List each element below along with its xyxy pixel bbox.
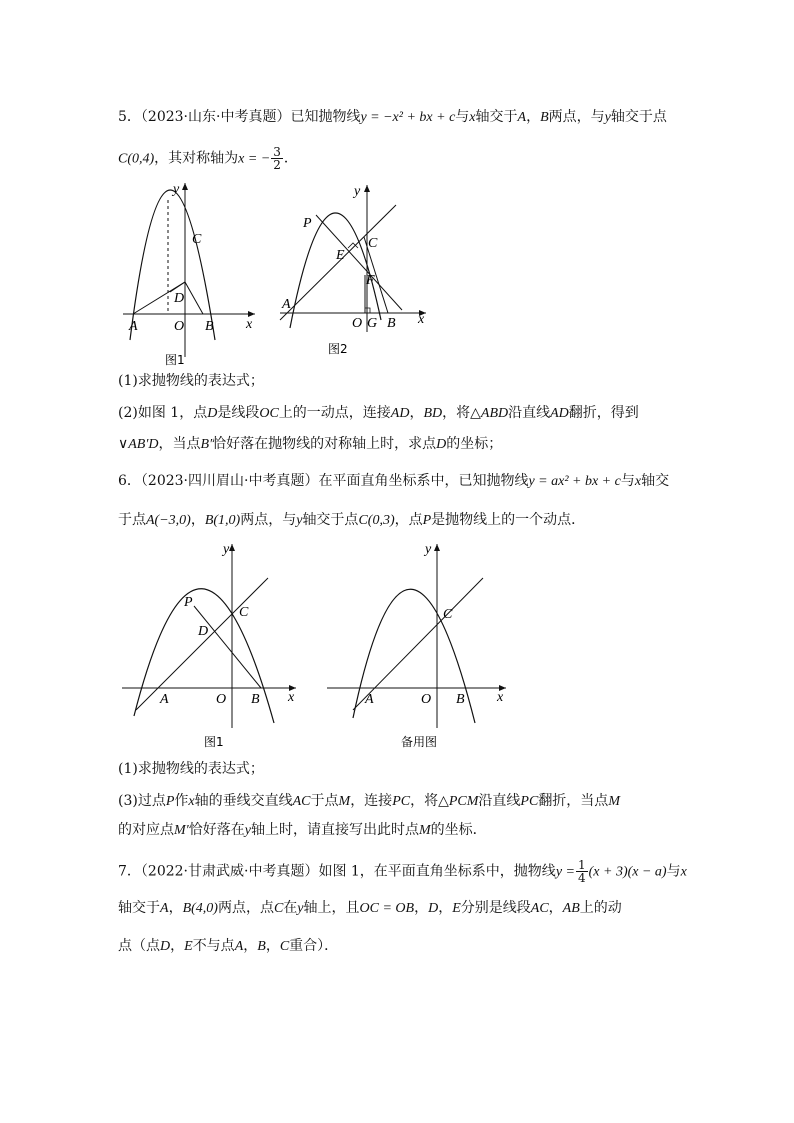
label-y: y xyxy=(223,542,230,557)
label-c: C xyxy=(239,605,249,620)
y-axis-arrow xyxy=(229,544,235,551)
q5-formula: y = −x² + bx + c xyxy=(360,110,456,125)
q7-line-3: 点（点D，E不与点A，B，C重合）． xyxy=(118,938,339,954)
parabola xyxy=(130,190,215,340)
label-b: B xyxy=(456,692,465,707)
caption-alt: 备用图 xyxy=(401,735,438,749)
label-d: D xyxy=(198,624,209,639)
q6-part-3-line-1: (3)过点P作x轴的垂线交直线AC于点M，连接PC，将△PCM沿直线PC翻折，当点M xyxy=(118,793,620,809)
label-c: C xyxy=(192,232,202,247)
y-axis-arrow xyxy=(434,544,440,551)
label-b: B xyxy=(251,692,260,707)
label-d: D xyxy=(174,291,185,306)
label-x: x xyxy=(418,312,425,327)
q5-point-c: C(0,4) xyxy=(118,151,155,167)
label-p: P xyxy=(303,216,312,231)
caption-fig1: 图1 xyxy=(165,353,185,367)
q7-line-1: 7．（2022·甘肃武威·中考真题）如图 1，在平面直角坐标系中，抛物线y = $\frac{1}{4}$ (x + 3)(x − a)与x xyxy=(118,858,687,885)
label-x: x xyxy=(246,317,253,332)
q7-source: （2022·甘肃武威·中考真题） xyxy=(140,863,319,880)
label-b: B xyxy=(387,316,396,331)
q5-part-2-line-1: (2)如图 1，点D是线段OC上的一动点，连接AD，BD，将△ABD沿直线AD翻折，得到 xyxy=(118,405,639,421)
q5-figure-2 xyxy=(278,180,433,360)
y-axis-arrow xyxy=(364,185,370,192)
label-a: A xyxy=(365,692,374,707)
q5-figure-1 xyxy=(115,175,265,370)
y-axis-arrow xyxy=(182,183,188,190)
label-g: G xyxy=(367,316,378,331)
q5-source: （2023·山东·中考真题） xyxy=(140,109,291,125)
q5-part-2-line-2: ∨AB′D，当点B′恰好落在抛物线的对称轴上时，求点D的坐标； xyxy=(118,436,503,452)
q5-line-2: C(0,4)，其对称轴为x = − $\frac{3}{2}$ ． xyxy=(118,145,298,172)
label-a: A xyxy=(129,319,138,334)
q6-part-3-line-2: 的对应点M′恰好落在y轴上时，请直接写出此时点M的坐标． xyxy=(118,822,487,838)
line-pe xyxy=(316,215,402,310)
q6-formula: y = ax² + bx + c xyxy=(528,474,621,489)
q5-line-1: 5．（2023·山东·中考真题）已知抛物线y = −x² + bx + c与x轴交于A，B两点，与y轴交于点 xyxy=(118,109,667,125)
label-a: A xyxy=(160,692,169,707)
q5-axis-fraction: $\frac{3}{2}$ xyxy=(273,145,281,172)
label-o: O xyxy=(216,692,227,707)
label-e: E xyxy=(336,248,345,263)
label-y: y xyxy=(425,542,432,557)
label-y: y xyxy=(173,182,180,197)
q6-figure-1 xyxy=(118,538,303,753)
q6-figure-alt xyxy=(323,538,513,753)
label-o: O xyxy=(174,319,185,334)
label-o: O xyxy=(352,316,363,331)
label-x: x xyxy=(288,690,295,705)
label-f: F xyxy=(366,273,375,288)
q5-part-1: (1)求抛物线的表达式； xyxy=(118,373,264,389)
q7-line-2: 轴交于A，B(4,0)两点，点C在y轴上，且OC = OB，D，E分别是线段AC，AB上的动 xyxy=(118,900,622,916)
line-ac xyxy=(136,578,268,710)
label-b: B xyxy=(205,319,214,334)
caption-fig1: 图1 xyxy=(204,735,224,749)
label-p: P xyxy=(184,595,193,610)
label-c: C xyxy=(368,236,378,251)
q6-line-2: 于点A(−3,0)，B(1,0)两点，与y轴交于点C(0,3)，点P是抛物线上的一个动点． xyxy=(118,512,586,528)
label-x: x xyxy=(497,690,504,705)
q6-line-1: 6．（2023·四川眉山·中考真题）在平面直角坐标系中，已知抛物线y = ax² + bx + c与x轴交 xyxy=(118,473,670,489)
label-y: y xyxy=(354,184,361,199)
label-c: C xyxy=(443,607,453,622)
label-o: O xyxy=(421,692,432,707)
caption-fig2: 图2 xyxy=(328,342,348,356)
q7-fraction: $\frac{1}{4}$ xyxy=(577,858,586,885)
label-a: A xyxy=(282,297,291,312)
q6-part-1: (1)求抛物线的表达式； xyxy=(118,761,264,777)
q6-source: （2023·四川眉山·中考真题） xyxy=(140,473,319,489)
